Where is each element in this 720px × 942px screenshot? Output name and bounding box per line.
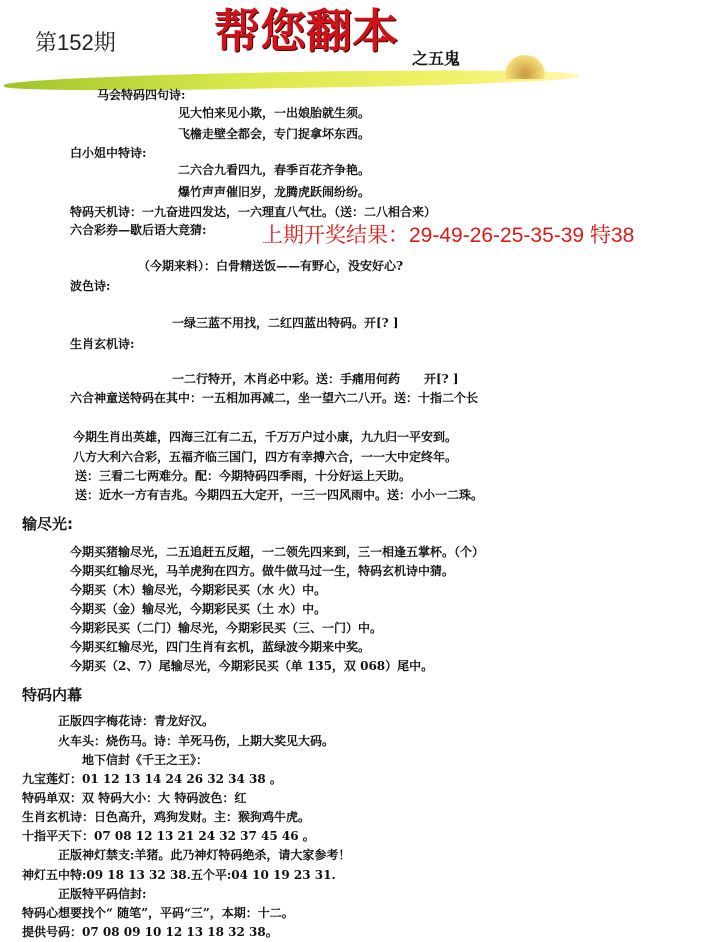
bose-text: 一绿三蓝不用找，二红四蓝出特码。开[? ] [172,316,399,330]
page-subtitle: 之五鬼 [412,49,461,68]
baixiaojie-line: 爆竹声声催旧岁，龙腾虎跃闹纷纷。 [178,185,371,199]
temaneimu-line: 正版特平码信封: [58,887,147,901]
temaneimu-line: 生肖玄机诗：日色高升，鸡狗发财。主：猴狗鸡牛虎。 [22,810,311,824]
shujinguang-line: 今期买（金）输尽光，今期彩民买（土 水）中。 [70,602,327,616]
poem-line: 送：三看二七两难分。配：今期特码四季雨，十分好运上天助。 [75,469,412,483]
temaneimu-line: 十指平天下：07 08 12 13 21 24 32 37 45 46 。 [22,829,315,843]
baixiaojie-label: 白小姐中特诗: [70,146,147,160]
mahui-label: 马会特码四句诗: [97,88,186,102]
mahui-line: 飞檐走壁全都会，专门捉拿坏东西。 [178,127,371,141]
shujinguang-heading: 输尽光: [22,515,73,533]
shujinguang-line: 今期买（2、7）尾输尽光，今期彩民买（单 135，双 068）尾中。 [70,659,434,673]
temaneimu-line: 神灯五中特:09 18 13 32 38.五个平:04 10 19 23 31. [22,868,336,882]
poem-line: 今期生肖出英雄，四海三江有二五，千万万户过小康，九九归一平安到。 [73,430,458,444]
shujinguang-line: 今期买猪输尽光，二五追赶五反超，一二领先四来到，三一相逢五掌杯。（个） [70,545,485,559]
page-title: 帮您翻本 [214,4,398,58]
baixiaojie-line: 二六合九看四九，春季百花齐争艳。 [178,163,371,177]
issue-number: 第152期 [35,30,116,55]
temaneimu-line: 提供号码：07 08 09 10 12 13 18 32 38。 [22,925,278,939]
shentong-text: 六合神童送特码在其中：一五相加再减二，坐一望六二八开。送：十指二个长 [70,391,479,405]
shujinguang-line: 今期买（木）输尽光，今期彩民买（水 火）中。 [70,583,327,597]
poem-line: 八方大利六合彩，五福齐临三国门，四方有幸搏六合，一一大中定终年。 [73,450,458,464]
tianji-poem: 特码天机诗：一九奋进四发达，一六理直八气壮。（送：二八相合来） [70,205,437,219]
temaneimu-line: 正版四字梅花诗：青龙好汉。 [58,714,215,728]
temaneimu-line: 地下信封《千王之王》： [82,753,209,767]
shengxiao-label: 生肖玄机诗: [70,337,135,351]
temaneimu-line: 特码心想要找个“ 随笔”，平码“三”，本期：十二。 [22,906,294,920]
mahui-line: 见大怕来见小欺，一出娘胎就生须。 [178,106,371,120]
header-swoosh-decoration [4,67,579,93]
temaneimu-line: 特码单双：双 特码大小：大 特码波色：红 [22,791,247,805]
bose-label: 波色诗: [70,279,111,293]
shengxiao-text: 一二行特开，木肖必中彩。送：手痛用何药 开[? ] [172,372,459,386]
temaneimu-heading: 特码内幕 [22,686,83,704]
temaneimu-line: 正版神灯禁支:羊猪。此乃神灯特码绝杀，请大家参考！ [58,848,351,862]
temaneimu-line: 九宝莲灯：01 12 13 14 24 26 32 34 38 。 [22,772,282,786]
poem-line: 送：近水一方有吉兆。今期四五大定开，一三一四风雨中。送：小小一二珠。 [75,488,484,502]
xiehouyu-text: （今期来料）：白骨精送饭——有野心，没安好心? [138,259,404,273]
shujinguang-line: 今期彩民买（二门）输尽光，今期彩民买（三、一门）中。 [70,621,383,635]
sun-decoration-icon [505,55,545,79]
last-result: 上期开奖结果：29-49-26-25-35-39 特38 [262,224,635,247]
shujinguang-line: 今期买红输尽光，四门生肖有玄机，蓝绿波今期来中奖。 [70,640,371,654]
xiehouyu-label: 六合彩券—歇后语大竞猜: [70,223,207,237]
shujinguang-line: 今期买红输尽光，马羊虎狗在四方。做牛做马过一生，特码玄机诗中猜。 [70,564,455,578]
temaneimu-line: 火车头：烧伤马。诗：羊死马伤，上期大奖见大码。 [58,734,335,748]
